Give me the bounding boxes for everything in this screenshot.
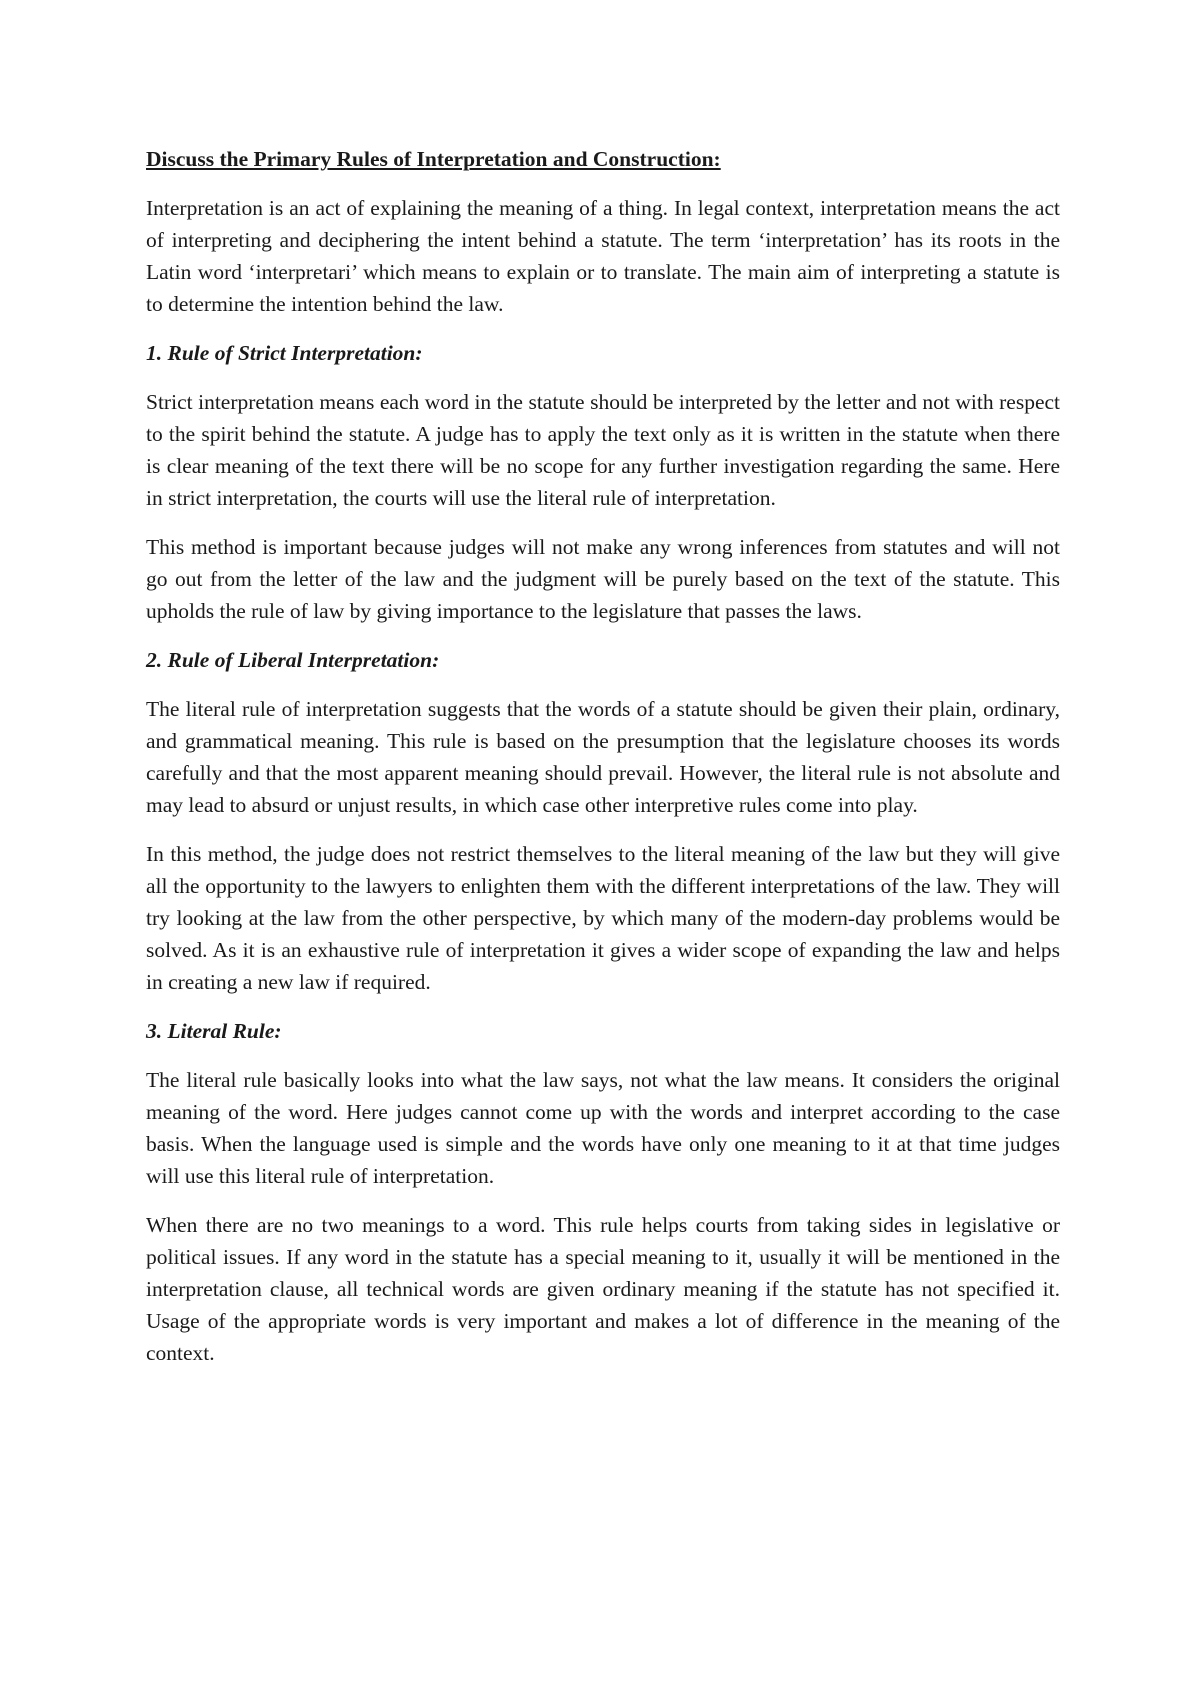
intro-paragraph: Interpretation is an act of explaining the meaning of a thing. In legal context, interpretation means the act of interpreting and deciphering the intent behind a statute. The term ‘interpretation’ has its roots in the Latin word ‘interpretari’ which means to explain or to translate. The main aim of interpreting a statute is to determine the intention behind the law. (146, 196, 1060, 316)
paragraph: This method is important because judges will not make any wrong inferences from statutes and will not go out from the letter of the law and the judgment will be purely based on the text of the statute. This upholds the rule of law by giving importance to the legislature that passes the laws. (146, 535, 1060, 623)
paragraph: When there are no two meanings to a word. This rule helps courts from taking sides in legislative or political issues. If any word in the statute has a special meaning to it, usually it will be mentioned in the interpretation clause, all technical words are given ordinary meaning if the statute has not specified it. Usage of the appropriate words is very important and makes a lot of difference in the meaning of the context. (146, 1213, 1060, 1365)
paragraph: Strict interpretation means each word in the statute should be interpreted by the letter and not with respect to the spirit behind the statute. A judge has to apply the text only as it is written in the statute when there is clear meaning of the text there will be no scope for any further investigation regarding the same. Here in strict interpretation, the courts will use the literal rule of interpretation. (146, 390, 1060, 510)
document-title: Discuss the Primary Rules of Interpretation and Construction: (146, 147, 721, 171)
section-heading-literal: 3. Literal Rule: (146, 1019, 282, 1043)
document-body (146, 143, 1060, 1386)
paragraph: In this method, the judge does not restrict themselves to the literal meaning of the law but they will give all the opportunity to the lawyers to enlighten them with the different interpretations of the law. They will try looking at the law from the other perspective, by which many of the modern-day problems would be solved. As it is an exhaustive rule of interpretation it gives a wider scope of expanding the law and helps in creating a new law if required. (146, 842, 1060, 994)
section-heading-liberal: 2. Rule of Liberal Interpretation: (146, 648, 440, 672)
paragraph: The literal rule of interpretation suggests that the words of a statute should be given their plain, ordinary, and grammatical meaning. This rule is based on the presumption that the legislature chooses its words carefully and that the most apparent meaning should prevail. However, the literal rule is not absolute and may lead to absurd or unjust results, in which case other interpretive rules come into play. (146, 697, 1060, 817)
paragraph: The literal rule basically looks into what the law says, not what the law means. It considers the original meaning of the word. Here judges cannot come up with the words and interpret according to the case basis. When the language used is simple and the words have only one meaning to it at that time judges will use this literal rule of interpretation. (146, 1068, 1060, 1188)
section-heading-strict: 1. Rule of Strict Interpretation: (146, 341, 423, 365)
